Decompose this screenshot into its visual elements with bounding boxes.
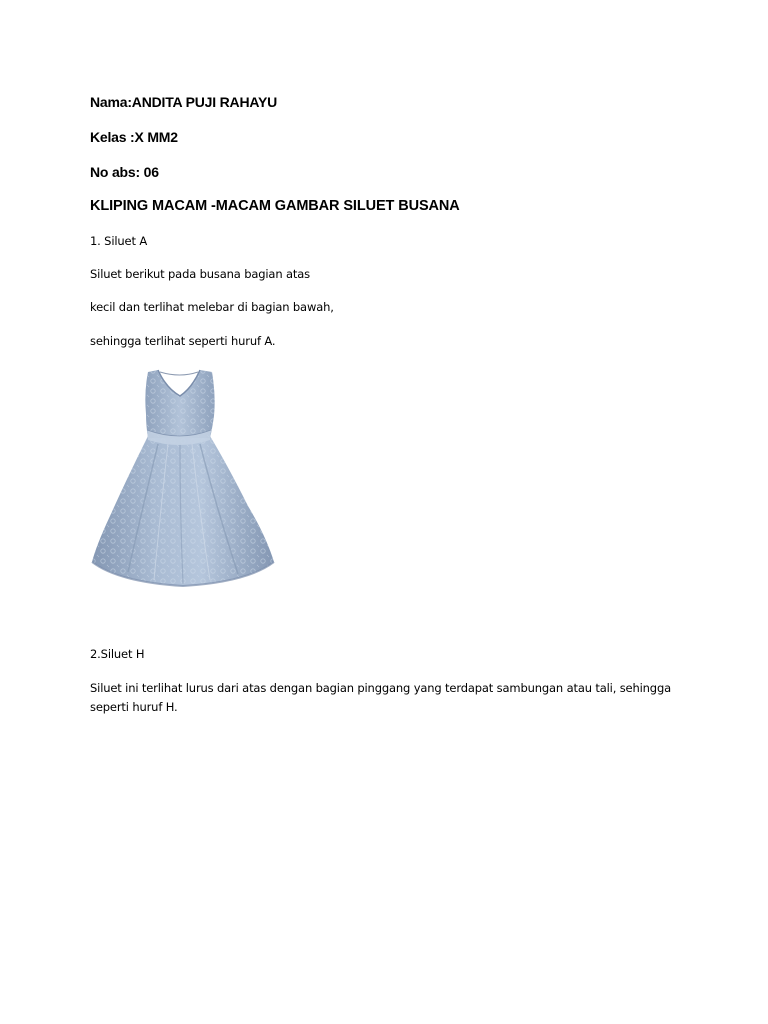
document-title: KLIPING MACAM -MACAM GAMBAR SILUET BUSANA [90, 198, 460, 214]
section-h-text: Siluet ini terlihat lurus dari atas dengan bagian pinggang yang terdapat sambungan atau tali, sehingga seperti huruf H. [90, 681, 672, 714]
section-a-heading: 1. Siluet A [90, 234, 148, 248]
student-number: No abs: 06 [90, 164, 159, 180]
student-class: Kelas :X MM2 [90, 129, 178, 145]
section-a-line-2: kecil dan terlihat melebar di bagian bawah, [90, 300, 334, 314]
a-line-dress-image [88, 366, 278, 594]
section-a-line-1: Siluet berikut pada busana bagian atas [90, 267, 310, 281]
section-h-heading: 2.Siluet H [90, 647, 145, 661]
section-a-line-3: sehingga terlihat seperti huruf A. [90, 334, 276, 348]
student-name: Nama:ANDITA PUJI RAHAYU [90, 94, 278, 110]
